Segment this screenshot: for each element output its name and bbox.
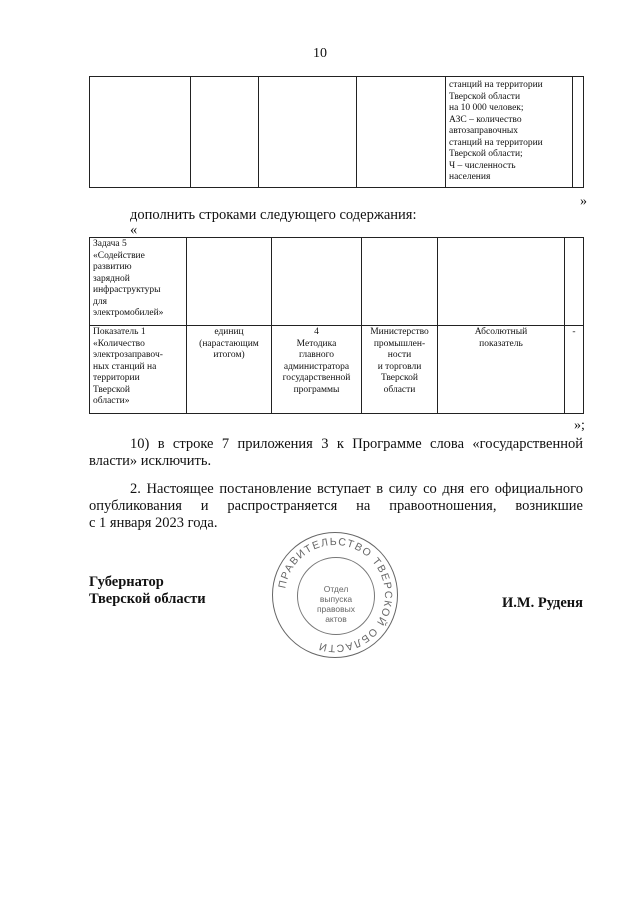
type-cell: Абсолютный показатель bbox=[438, 326, 565, 414]
continued-table bbox=[89, 76, 584, 188]
official-stamp bbox=[272, 532, 398, 658]
close-quote-semicolon: »; bbox=[574, 418, 585, 433]
table1-cell bbox=[90, 77, 191, 188]
paragraph-10-line1: 10) в строке 7 приложения 3 к Программе слова «государственной bbox=[130, 436, 583, 452]
table1-cell bbox=[191, 77, 259, 188]
paragraph-2-line1: 2. Настоящее постановление вступает в силу со дня его официального bbox=[130, 481, 583, 497]
added-table bbox=[89, 237, 584, 414]
open-quote: « bbox=[130, 222, 138, 238]
svg-text:ПРАВИТЕЛЬСТВО ТВЕРСКОЙ ОБЛАСТИ: ПРАВИТЕЛЬСТВО ТВЕРСКОЙ ОБЛАСТИ bbox=[276, 535, 395, 655]
paragraph-10-line2: власти» исключить. bbox=[89, 453, 212, 469]
stamp-inner-circle bbox=[297, 557, 375, 635]
table2-cell bbox=[565, 238, 584, 326]
page-number: 10 bbox=[313, 46, 327, 61]
table1-formula-cell: станций на территории Тверской области на 10 000 человек; АЗС – количество автозаправочных станций на территории Тверской области; Ч – численность населения bbox=[446, 77, 573, 188]
signatory-title-line1: Губернатор bbox=[89, 574, 164, 590]
signatory-title-line2: Тверской области bbox=[89, 591, 206, 607]
indicator-cell: Показатель 1 «Количество электрозаправоч- ных станций на территории Тверской области» bbox=[90, 326, 187, 414]
stamp-center-text: Отдел выпуска правовых актов bbox=[316, 584, 356, 624]
paragraph-2-line2: опубликования и распространяется на правоотношения, возникшие bbox=[89, 498, 583, 514]
intro-line: дополнить строками следующего содержания: bbox=[130, 207, 417, 223]
table1-cell bbox=[573, 77, 584, 188]
method-cell: 4 Методика главного администратора государственной программы bbox=[272, 326, 362, 414]
responsible-cell: Министерство промышлен- ности и торговли Тверской области bbox=[362, 326, 438, 414]
close-quote: » bbox=[580, 194, 587, 209]
table1-cell bbox=[357, 77, 446, 188]
paragraph-2-line3: с 1 января 2023 года. bbox=[89, 515, 218, 531]
table2-cell bbox=[438, 238, 565, 326]
unit-cell: единиц (нарастающим итогом) bbox=[187, 326, 272, 414]
table2-cell bbox=[272, 238, 362, 326]
dash-cell: - bbox=[565, 326, 584, 414]
table2-cell bbox=[362, 238, 438, 326]
signatory-name: И.М. Руденя bbox=[502, 595, 584, 611]
task-cell: Задача 5 «Содействие развитию зарядной инфраструктуры для электромобилей» bbox=[90, 238, 187, 326]
table2-cell bbox=[187, 238, 272, 326]
table1-cell bbox=[259, 77, 357, 188]
